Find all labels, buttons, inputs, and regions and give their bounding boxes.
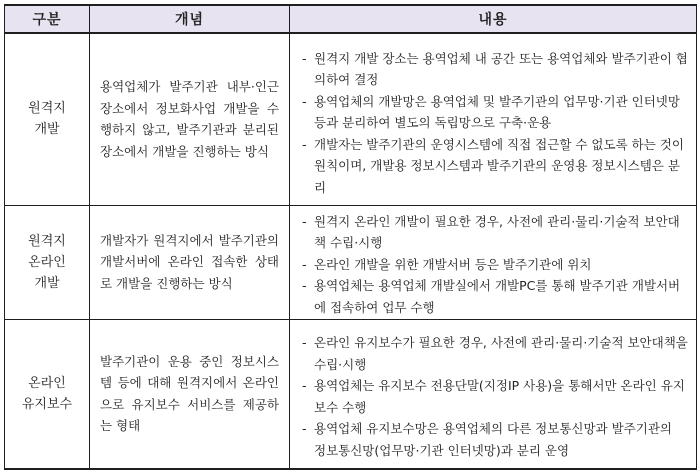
row-category xyxy=(5,205,90,319)
list-item-text: 온라인 유지보수가 필요한 경우, 사전에 관리·물리·기술적 보안대책을 수립·시행 xyxy=(314,335,688,372)
list-item: - 개발자는 발주기관의 운영시스템에 직접 접근할 수 없도록 하는 것이 원칙이며, 개발용 정보시스템과 발주기관의 운영용 정보시스템은 분리 xyxy=(302,136,684,195)
category-line: 원격지 xyxy=(28,101,66,117)
row-content xyxy=(290,319,697,469)
list-item: - 용역업체는 유지보수 전용단말(지정IP 사용)을 통해서만 온라인 유지보수 수행 xyxy=(302,378,685,415)
list-item: - 온라인 유지보수가 필요한 경우, 사전에 관리·물리·기술적 보안대책을 수립·시행 xyxy=(302,335,688,372)
category-line: 원격지 xyxy=(28,233,66,249)
category-line: 개발 xyxy=(34,122,60,138)
category-line: 온라인 xyxy=(28,254,66,270)
list-item-text: 원격지 온라인 개발이 필요한 경우, 사전에 관리·물리·기술적 보안대책 수립·시행 xyxy=(314,213,680,251)
list-item-text: 용역업체의 개발망은 용역업체 및 발주기관의 업무망·기관 인터넷망 등과 분리하여 별도의 독립망으로 구축·운용 xyxy=(314,93,680,130)
list-item: - 용역업체의 개발망은 용역업체 및 발주기관의 업무망·기관 인터넷망 등과 분리하여 별도의 독립망으로 구축·운용 xyxy=(302,93,680,130)
list-item-text: 개발자는 발주기관의 운영시스템에 직접 접근할 수 없도록 하는 것이 원칙이며, 개발용 정보시스템과 발주기관의 운영용 정보시스템은 분리 xyxy=(314,136,684,195)
row-category xyxy=(5,319,90,469)
header-concept: 개념 xyxy=(90,5,290,33)
header-content: 내용 xyxy=(290,5,697,33)
list-item: - 온라인 개발을 위한 개발서버 등은 발주기관에 위치 xyxy=(302,256,592,272)
table-row xyxy=(5,205,697,319)
list-item: - 원격지 온라인 개발이 필요한 경우, 사전에 관리·물리·기술적 보안대책 수립·시행 xyxy=(302,213,680,251)
table-row xyxy=(5,319,697,469)
list-item-text: 용역업체는 용역업체 개발실에서 개발PC를 통해 발주기관 개발서버에 접속하여 업무 수행 xyxy=(314,278,681,315)
header-category: 구분 xyxy=(5,5,90,33)
row-content xyxy=(290,205,697,319)
list-item-text: 용역업체는 유지보수 전용단말(지정IP 사용)을 통해서만 온라인 유지보수 수행 xyxy=(314,378,685,415)
list-item: - 용역업체는 용역업체 개발실에서 개발PC를 통해 발주기관 개발서버에 접속하여 업무 수행 xyxy=(302,278,681,315)
row-content xyxy=(290,33,697,205)
list-item-text: 원격지 개발 장소는 용역업체 내 공간 또는 용역업체와 발주기관이 협의하여 결정 xyxy=(314,50,688,87)
content-list xyxy=(300,211,688,319)
table-row xyxy=(5,33,697,205)
category-line: 개발 xyxy=(34,275,60,291)
list-item: - 원격지 개발 장소는 용역업체 내 공간 또는 용역업체와 발주기관이 협의하여 결정 xyxy=(302,50,688,87)
list-item-text: 온라인 개발을 위한 개발서버 등은 발주기관에 위치 xyxy=(314,256,592,272)
row-category xyxy=(5,33,90,205)
category-line: 온라인 xyxy=(28,375,66,391)
content-list xyxy=(300,332,688,461)
row-concept: 개발자가 원격지에서 발주기관의 개발서버에 온라인 접속한 상태로 개발을 진행하는 방식 xyxy=(90,205,290,319)
category-line: 유지보수 xyxy=(21,396,73,412)
row-concept: 용역업체가 발주기관 내부·인근 장소에서 정보화사업 개발을 수행하지 않고, 발주기관과 분리된 장소에서 개발을 진행하는 방식 xyxy=(90,33,290,205)
row-concept: 발주기관이 운용 중인 정보시스템 등에 대해 원격지에서 온라인으로 유지보수 서비스를 제공하는 형태 xyxy=(90,319,290,469)
list-item: - 용역업체 유지보수망은 용역업체의 다른 정보통신망과 발주기관의 정보통신망(업무망·기관 인터넷망)과 분리 운영 xyxy=(302,421,672,458)
content-list xyxy=(300,48,688,199)
comparison-table xyxy=(4,4,697,470)
list-item-text: 용역업체 유지보수망은 용역업체의 다른 정보통신망과 발주기관의 정보통신망(업무망·기관 인터넷망)과 분리 운영 xyxy=(314,421,672,458)
header-row xyxy=(5,5,697,33)
